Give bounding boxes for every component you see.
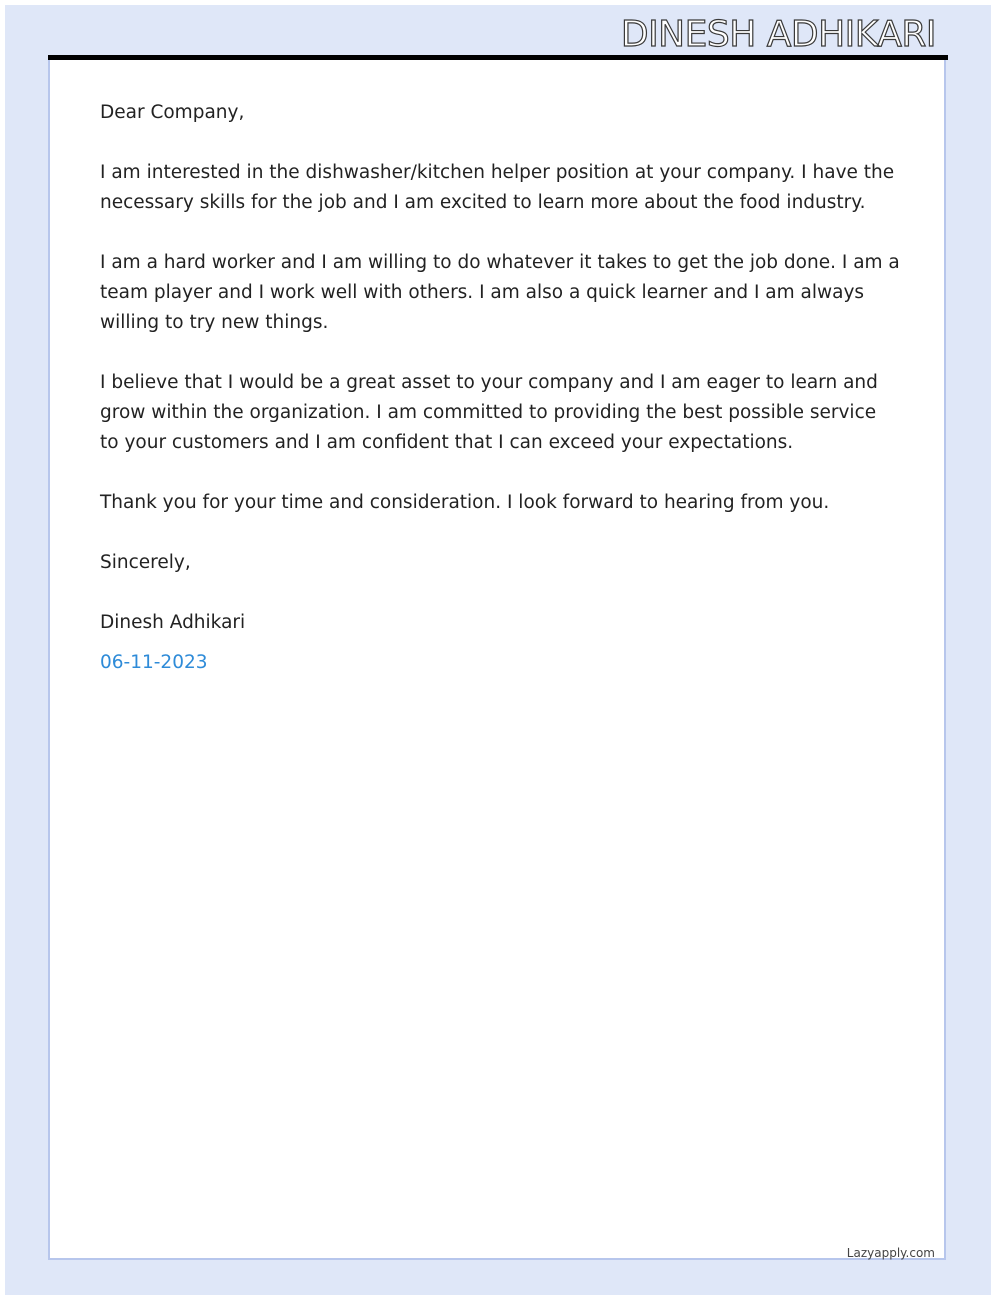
paragraph-thanks: Thank you for your time and consideration. I look forward to hearing from you. — [100, 492, 830, 513]
paragraph-interest: I am interested in the dishwasher/kitchen helper position at your company. I have the necessary skills for the job and I am excited to learn more about the food industry. — [100, 162, 895, 213]
paragraph-asset: I believe that I would be a great asset to your company and I am eager to learn and grow within the organization. I am committed to providing the best possible service to your customers and I am confident that I can exceed your expectations. — [100, 372, 878, 453]
signature-name: Dinesh Adhikari — [100, 612, 246, 633]
letter-date: 06-11-2023 — [100, 652, 208, 673]
closing: Sincerely, — [100, 552, 191, 573]
paragraph-work-ethic: I am a hard worker and I am willing to do whatever it takes to get the job done. I am a team player and I work well with others. I am also a quick learner and I am always willing to try new things. — [100, 252, 900, 333]
letter-body — [100, 98, 900, 708]
applicant-name-header: DINESH ADHIKARI — [620, 14, 936, 55]
footer-watermark: Lazyapply.com — [846, 1246, 935, 1260]
salutation: Dear Company, — [100, 102, 245, 123]
